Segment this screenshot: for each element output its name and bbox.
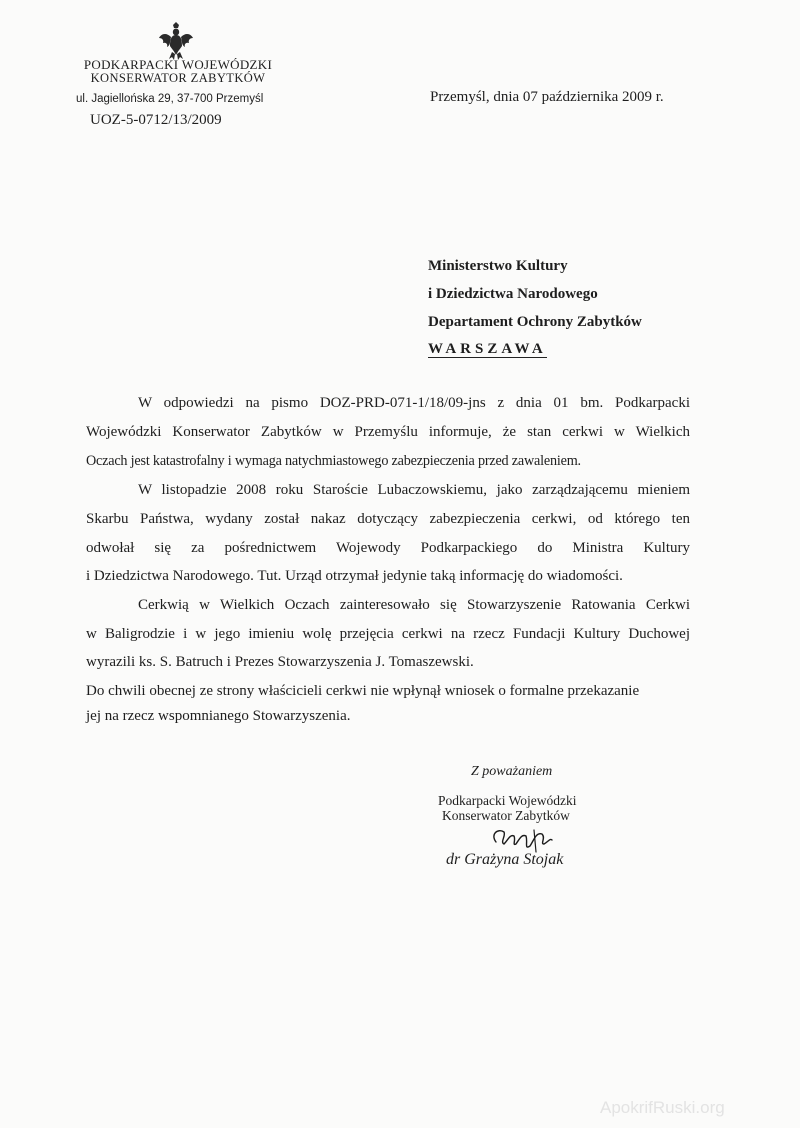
stamp-address: ul. Jagiellońska 29, 37-700 Przemyśl [76,93,264,105]
recipient-line: Departament Ochrony Zabytków [428,314,642,330]
signatory-title-line2: Konserwator Zabytków [442,808,570,823]
signatory-name: dr Grażyna Stojak [446,851,564,868]
watermark: ApokrifRuski.org [600,1098,725,1117]
body-line: Do chwili obecnej ze strony właścicieli cerkwi nie wpłynął wniosek o formalne przekazanie [86,683,640,699]
recipient-city-text: WARSZAWA [428,341,547,357]
body-line: Cerkwią w Wielkich Oczach zainteresowało się Stowarzyszenie Ratowania Cerkwi [138,597,690,613]
stamp-institution-line1: PODKARPACKI WOJEWÓDZKI [83,57,273,72]
body-line: wyrazili ks. S. Batruch i Prezes Stowarzyszenia J. Tomaszewski. [86,654,474,670]
body-line: Skarbu Państwa, wydany został nakaz dotyczący zabezpieczenia cerkwi, od którego ten [86,511,690,527]
body-line: odwołał się za pośrednictwem Wojewody Podkarpackiego do Ministra Kultury [86,540,690,556]
place-date: Przemyśl, dnia 07 października 2009 r. [430,89,664,105]
body-line: i Dziedzictwa Narodowego. Tut. Urząd otrzymał jedynie taką informację do wiadomości. [86,568,623,584]
stamp-institution-line2: KONSERWATOR ZABYTKÓW [90,71,266,85]
body-line: Oczach jest katastrofalny i wymaga natychmiastowego zabezpieczenia przed zawaleniem. [86,453,581,469]
recipient-line: i Dziedzictwa Narodowego [428,286,598,302]
body-line: Wojewódzki Konserwator Zabytków w Przemyślu informuje, że stan cerkwi w Wielkich [86,424,690,440]
recipient-city [428,341,547,358]
closing-salutation: Z poważaniem [471,764,553,779]
body-line: w Baligrodzie i w jego imieniu wolę przejęcia cerkwi na rzecz Fundacji Kultury Duchowej [86,626,690,642]
body-line: W odpowiedzi na pismo DOZ-PRD-071-1/18/09-jns z dnia 01 bm. Podkarpacki [138,395,690,411]
signatory-title-line1: Podkarpacki Wojewódzki [438,793,577,808]
body-line: W listopadzie 2008 roku Staroście Lubaczowskiemu, jako zarządzającemu mieniem [138,482,690,498]
reference-number: UOZ-5-0712/13/2009 [90,112,222,128]
body-line: jej na rzecz wspomnianego Stowarzyszenia. [86,708,351,724]
eagle-emblem-icon [158,22,194,60]
recipient-line: Ministerstwo Kultury [428,258,568,274]
